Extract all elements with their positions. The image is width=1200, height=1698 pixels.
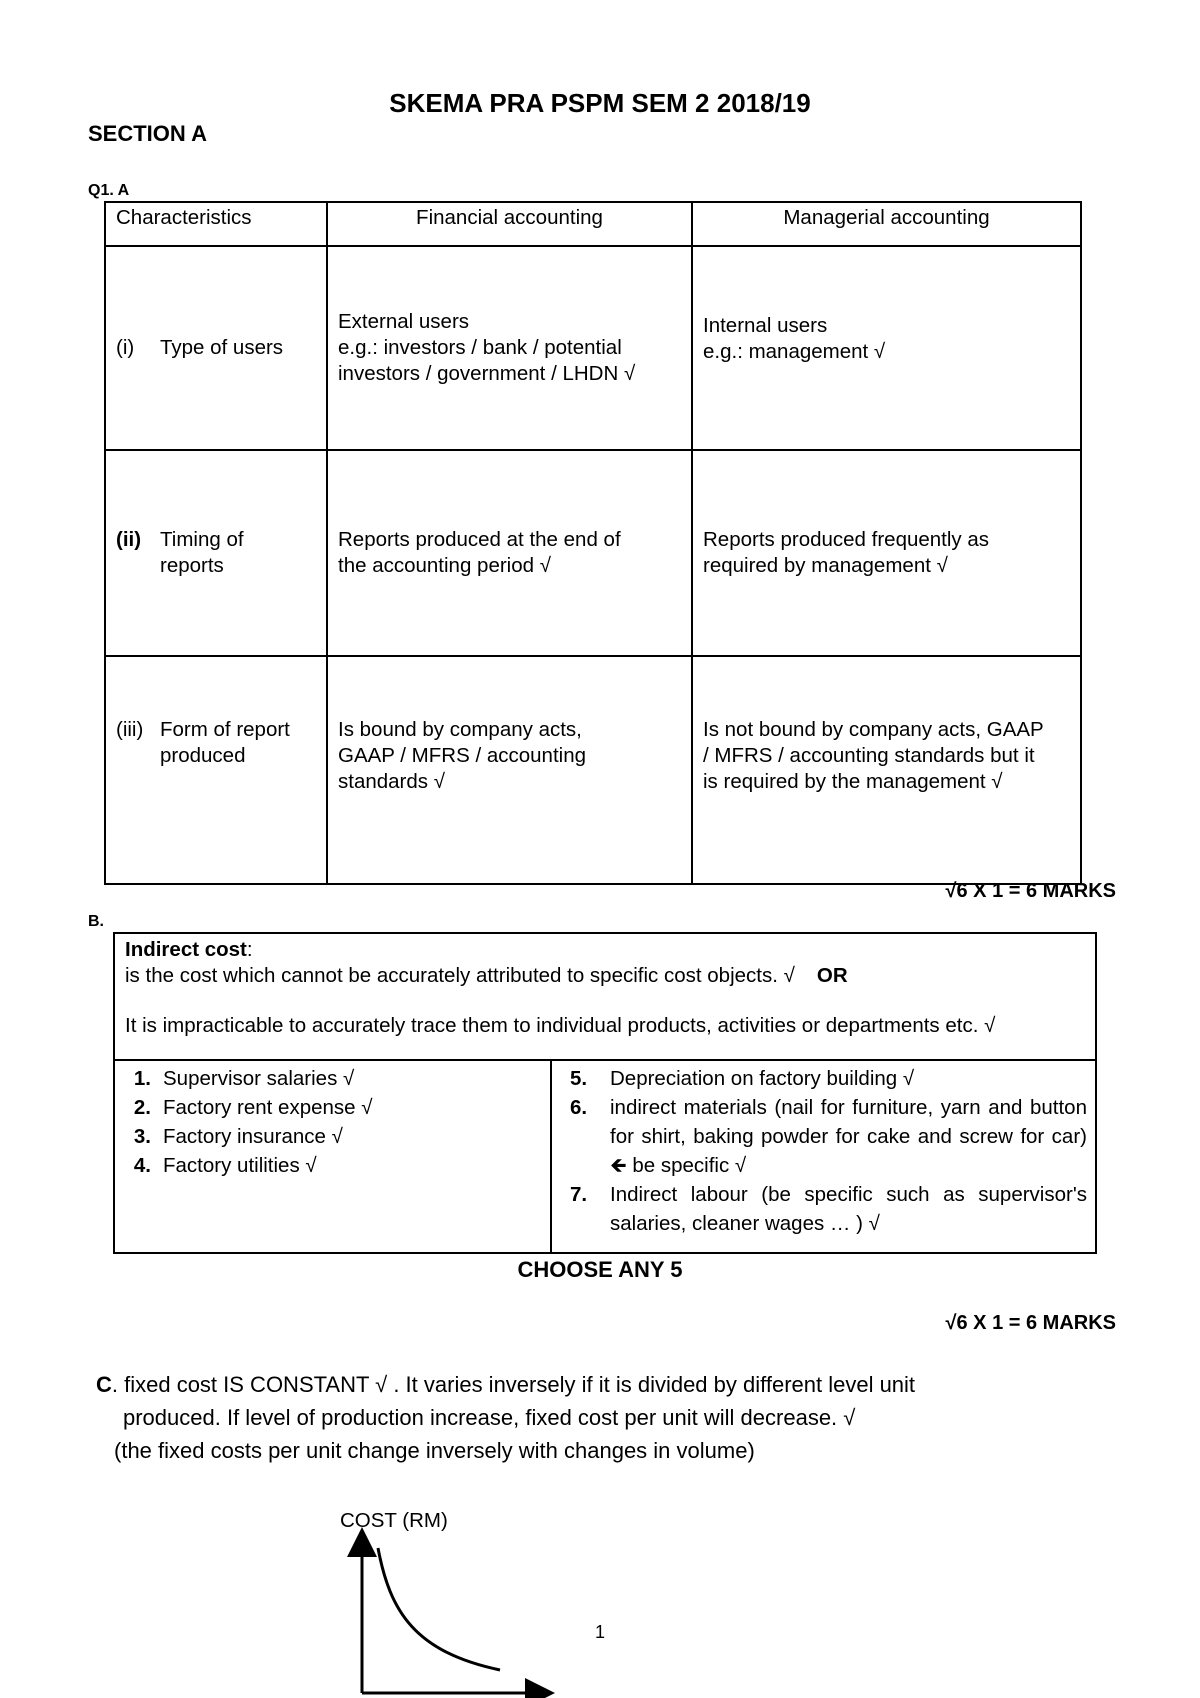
item-text: Depreciation on factory building √ <box>610 1067 915 1090</box>
list-item <box>115 1151 550 1180</box>
financial-text: Reports produced at the end of <box>338 528 621 551</box>
managerial-text: / MFRS / accounting standards but it <box>703 744 1035 767</box>
table-row <box>105 656 1081 884</box>
row-characteristic: produced <box>160 744 246 767</box>
item-text: indirect materials (nail for furniture, yarn and button for shirt, baking powder for cake and screw for car) 🡸 be specific √ <box>610 1096 1087 1177</box>
financial-text: GAAP / MFRS / accounting <box>338 744 587 767</box>
part-c-line-3: (the fixed costs per unit change inversely with changes in volume) <box>114 1438 755 1463</box>
page-number: 1 <box>595 1622 606 1642</box>
definition-cell <box>115 934 1095 1061</box>
part-c-line-1: . fixed cost IS CONSTANT √ . It varies inversely if it is divided by different level unit <box>111 1372 916 1397</box>
fixed-cost-graph <box>340 1512 560 1698</box>
part-c-line-2: produced. If level of production increase, fixed cost per unit will decrease. √ <box>123 1405 856 1430</box>
financial-text: External users <box>338 310 470 333</box>
definition-line-1: is the cost which cannot be accurately attributed to specific cost objects. √ <box>125 964 795 987</box>
item-text: Indirect labour (be specific such as supervisor's salaries, cleaner wages … ) √ <box>610 1183 1087 1235</box>
row-number: (i) <box>116 336 135 359</box>
definition-title: Indirect cost <box>125 938 247 961</box>
part-c-paragraph <box>96 1368 1076 1467</box>
question-label-1b: B. <box>88 913 104 930</box>
item-number: 7. <box>570 1183 588 1206</box>
definition-colon: : <box>246 938 253 961</box>
item-number: 6. <box>570 1096 588 1119</box>
item-number: 3. <box>133 1125 151 1148</box>
list-item <box>552 1180 1097 1238</box>
definition-or: OR <box>816 964 848 987</box>
managerial-text: required by management √ <box>703 554 948 577</box>
financial-text: standards √ <box>338 770 445 793</box>
row-characteristic: Type of users <box>160 336 284 359</box>
managerial-text: e.g.: management √ <box>703 340 886 363</box>
list-item <box>115 1093 550 1122</box>
item-text: Factory rent expense √ <box>163 1096 373 1119</box>
managerial-text: Internal users <box>703 314 828 337</box>
financial-text: the accounting period √ <box>338 554 551 577</box>
definition-line-2: It is impracticable to accurately trace them to individual products, activities or departments etc. √ <box>125 1014 996 1037</box>
table-header-row <box>105 202 1081 246</box>
row-characteristic: reports <box>160 554 224 577</box>
row-characteristic: Timing of <box>160 528 244 551</box>
list-item <box>552 1093 1097 1180</box>
question-label-1a: Q1. A <box>88 182 130 199</box>
part-c-label: C <box>96 1372 112 1397</box>
item-text: Factory utilities √ <box>163 1154 317 1177</box>
header-characteristics: Characteristics <box>105 202 327 246</box>
financial-text: Is bound by company acts, <box>338 718 582 741</box>
item-number: 1. <box>133 1067 151 1090</box>
item-text: Supervisor salaries √ <box>163 1067 355 1090</box>
section-heading: SECTION A <box>88 121 207 146</box>
item-number: 5. <box>570 1067 588 1090</box>
list-item <box>115 1064 550 1093</box>
managerial-text: Is not bound by company acts, GAAP <box>703 718 1044 741</box>
examples-left-column <box>115 1061 552 1254</box>
managerial-text: Reports produced frequently as <box>703 528 990 551</box>
header-financial: Financial accounting <box>327 202 692 246</box>
financial-text: e.g.: investors / bank / potential <box>338 336 622 359</box>
choose-instruction: CHOOSE ANY 5 <box>517 1257 683 1282</box>
item-number: 2. <box>133 1096 151 1119</box>
header-managerial: Managerial accounting <box>692 202 1081 246</box>
list-item <box>552 1064 1097 1093</box>
marks-1b: √6 X 1 = 6 MARKS <box>945 1312 1116 1334</box>
fixed-cost-curve <box>378 1548 500 1670</box>
financial-text: investors / government / LHDN √ <box>338 362 636 385</box>
item-text: Factory insurance √ <box>163 1125 343 1148</box>
managerial-text: is required by the management √ <box>703 770 1003 793</box>
examples-right-column <box>552 1061 1097 1254</box>
marks-1a: √6 X 1 = 6 MARKS <box>945 880 1116 902</box>
table-row <box>105 246 1081 450</box>
table-row <box>105 450 1081 656</box>
graph-y-label: COST (RM) <box>340 1509 448 1532</box>
row-number: (ii) <box>116 528 142 551</box>
indirect-cost-box <box>113 932 1097 1254</box>
item-number: 4. <box>133 1154 151 1177</box>
comparison-table <box>104 201 1082 885</box>
list-item <box>115 1122 550 1151</box>
page-title: SKEMA PRA PSPM SEM 2 2018/19 <box>389 88 811 118</box>
row-characteristic: Form of report <box>160 718 290 741</box>
row-number: (iii) <box>116 718 144 741</box>
